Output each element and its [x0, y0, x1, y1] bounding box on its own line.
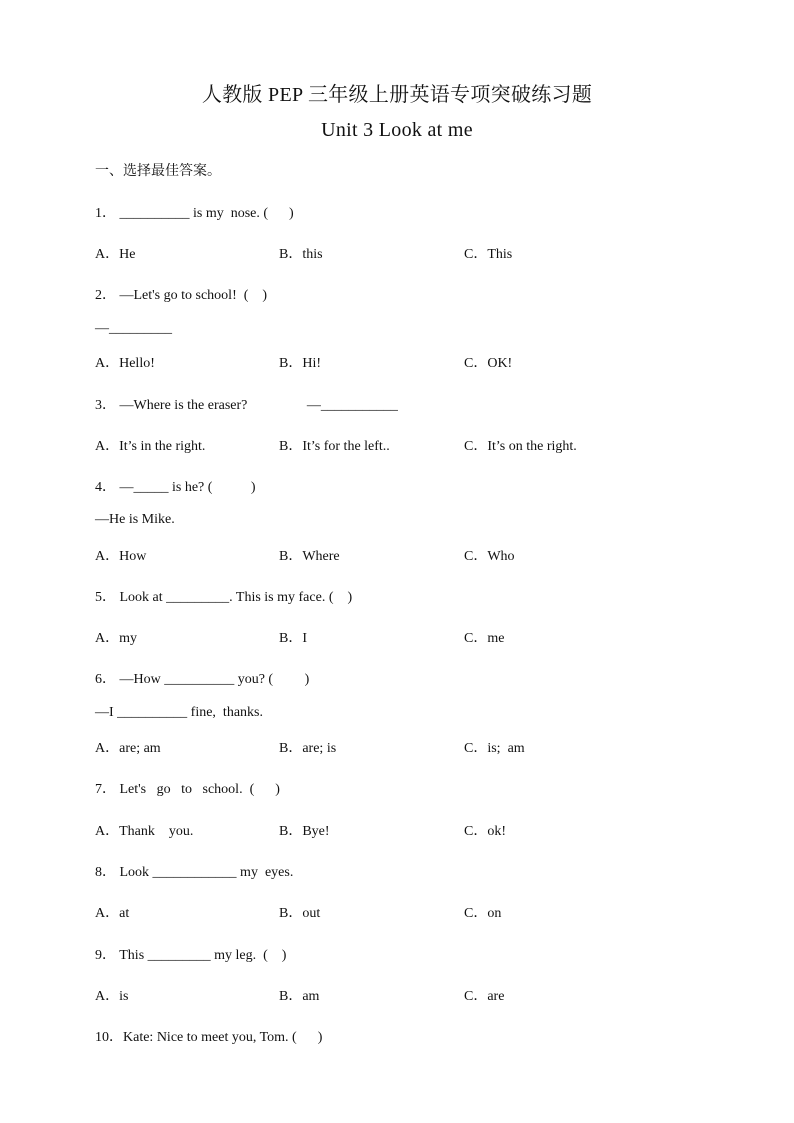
q9-option-a: A．is — [95, 989, 129, 1004]
q5-option-b: B．I — [279, 631, 307, 646]
q8-option-c: C．on — [464, 906, 502, 921]
question-4: 4． —_____ is he? ( ) — [95, 480, 256, 495]
question-8: 8． Look ____________ my eyes. — [95, 865, 294, 880]
q2-option-b: B．Hi! — [279, 356, 321, 371]
q8-option-b: B．out — [279, 906, 321, 921]
q4-option-b: B．Where — [279, 549, 340, 564]
q9-option-c: C．are — [464, 989, 505, 1004]
q2-option-c: C．OK! — [464, 356, 513, 371]
question-6: 6． —How __________ you? ( ) — [95, 672, 310, 687]
question-1: 1． __________ is my nose. ( ) — [95, 206, 294, 221]
q3-option-b: B．It’s for the left.. — [279, 439, 390, 454]
q6-option-c: C．is; am — [464, 741, 525, 756]
question-2-reply: —_________ — [95, 321, 172, 336]
q1-option-c: C．This — [464, 247, 513, 262]
question-3: 3． —Where is the eraser? —___________ — [95, 398, 398, 413]
q6-option-a: A．are; am — [95, 741, 161, 756]
q4-option-c: C．Who — [464, 549, 515, 564]
q9-option-b: B．am — [279, 989, 320, 1004]
q6-option-b: B．are; is — [279, 741, 337, 756]
question-6-reply: —I __________ fine, thanks. — [95, 705, 263, 720]
q1-option-b: B．this — [279, 247, 323, 262]
section-heading: 一、选择最佳答案。 — [95, 163, 221, 179]
question-7: 7． Let's go to school. ( ) — [95, 782, 280, 797]
question-4-reply: —He is Mike. — [95, 512, 175, 527]
q7-option-b: B．Bye! — [279, 824, 330, 839]
question-2: 2． —Let's go to school! ( ) — [95, 288, 268, 303]
q5-option-a: A．my — [95, 631, 137, 646]
q7-option-a: A．Thank you. — [95, 824, 194, 839]
q7-option-c: C．ok! — [464, 824, 506, 839]
question-9: 9． This _________ my leg. ( ) — [95, 948, 287, 963]
q1-option-a: A．He — [95, 247, 136, 262]
q4-option-a: A．How — [95, 549, 147, 564]
q3-option-a: A．It’s in the right. — [95, 439, 206, 454]
q2-option-a: A．Hello! — [95, 356, 155, 371]
page-subtitle: Unit 3 Look at me — [321, 119, 473, 141]
question-5: 5． Look at _________. This is my face. ( ) — [95, 590, 353, 605]
page-title: 人教版 PEP 三年级上册英语专项突破练习题 — [201, 84, 593, 106]
q8-option-a: A．at — [95, 906, 130, 921]
q3-option-c: C．It’s on the right. — [464, 439, 577, 454]
question-10: 10．Kate: Nice to meet you, Tom. ( ) — [95, 1030, 323, 1045]
q5-option-c: C．me — [464, 631, 505, 646]
